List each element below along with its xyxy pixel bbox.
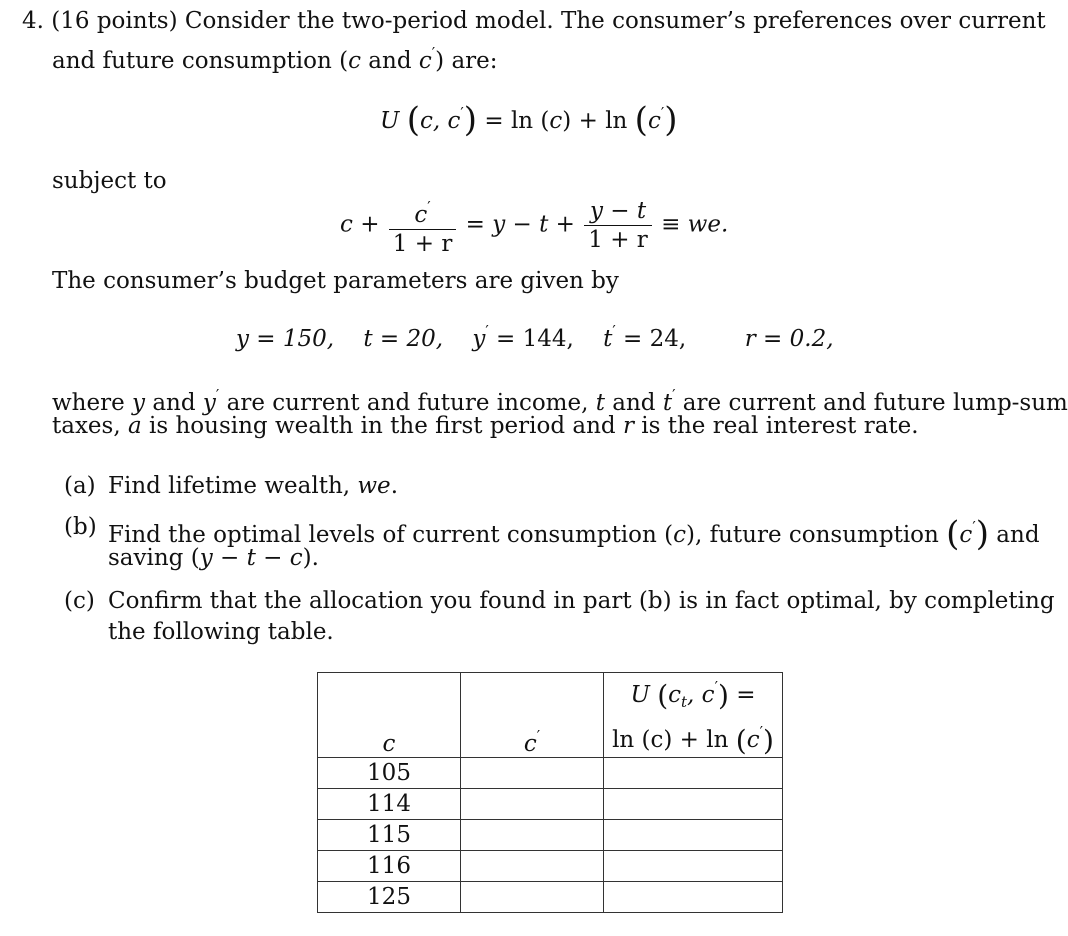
param-values <box>236 322 834 352</box>
table-cell-utility[interactable] <box>604 851 783 882</box>
header-u-args: $c_t$, c′ <box>668 678 718 711</box>
yp-val: = 144, <box>488 326 574 352</box>
header-u-line-2 <box>604 718 782 757</box>
table-cell-c: 105 <box>318 758 461 789</box>
header-c <box>318 673 461 758</box>
table-cell-c-prime[interactable] <box>461 789 604 820</box>
budget-equation <box>340 194 728 257</box>
header-utility <box>604 673 783 758</box>
table-cell-c-prime[interactable] <box>461 851 604 882</box>
def-var: r <box>622 413 634 439</box>
def-var: t′ <box>662 386 676 416</box>
var-c-prime: c′ <box>959 518 976 548</box>
plus-sign: + <box>578 108 598 134</box>
table-row <box>318 789 783 820</box>
question-intro-1: Consider the two-period model. The consumer’s preferences over current <box>184 8 1046 34</box>
header-u-line-1 <box>604 673 782 718</box>
part-b-label: (b) <box>64 514 97 540</box>
table-cell-c: 116 <box>318 851 461 882</box>
ln-1: ln <box>510 108 534 134</box>
question-points: (16 points) <box>51 8 178 34</box>
paren: ) <box>717 679 729 712</box>
frac-num: c′ <box>389 194 457 230</box>
table-row <box>318 820 783 851</box>
table-cell-utility[interactable] <box>604 789 783 820</box>
part-b-line-2 <box>108 543 319 573</box>
equals-sign: = <box>484 108 504 134</box>
var-c-prime: c′ <box>746 723 763 753</box>
param-t: t = 20, <box>363 326 444 352</box>
definitions-line-2 <box>52 411 919 441</box>
table-header-row <box>318 673 783 758</box>
def-var: a <box>127 413 142 439</box>
def-text: is the real interest rate. <box>633 413 919 439</box>
def-text: is housing wealth in the first period and <box>141 413 623 439</box>
table-cell-utility[interactable] <box>604 820 783 851</box>
def-var: y <box>132 390 146 416</box>
table-cell-c: 125 <box>318 882 461 913</box>
paren: ) <box>463 100 478 140</box>
part-b-text: ). <box>302 545 319 571</box>
def-text: taxes, <box>52 413 128 439</box>
part-a-text <box>108 471 398 501</box>
part-a-var: we <box>357 473 391 499</box>
part-a-body: Find lifetime wealth, <box>108 473 358 499</box>
budget-middle: = y − t + <box>465 211 575 238</box>
table-cell-c: 114 <box>318 789 461 820</box>
frac-den: 1 + r <box>588 227 648 253</box>
table-row <box>318 758 783 789</box>
intro-text-a: and future consumption ( <box>52 48 349 74</box>
param-t-prime: t′ = 24, <box>603 322 687 352</box>
var-c-prime: c′ <box>647 104 665 134</box>
param-y-prime: y′ = 144, <box>472 322 574 352</box>
frac-num: y − t <box>584 198 652 226</box>
budget-c: c <box>340 211 353 238</box>
table-cell-utility[interactable] <box>604 882 783 913</box>
completion-table <box>317 672 783 913</box>
table-cell-c-prime[interactable] <box>461 882 604 913</box>
table-cell-c-prime[interactable] <box>461 758 604 789</box>
paren: ( <box>735 724 747 757</box>
part-a-end: . <box>390 473 398 499</box>
param-r: r = 0.2, <box>744 326 834 352</box>
table-row <box>318 851 783 882</box>
part-b-text: and <box>996 522 1040 548</box>
plus-sign: + <box>360 211 380 238</box>
header-c-prime <box>461 673 604 758</box>
def-var-text: t <box>662 390 673 416</box>
paren: ) <box>762 724 774 757</box>
yp-var: y <box>472 326 486 352</box>
header-cp-text: c′ <box>523 727 541 757</box>
table-cell-c-prime[interactable] <box>461 820 604 851</box>
part-c-label: (c) <box>64 588 95 614</box>
def-var: t <box>595 390 605 416</box>
paren: ( <box>946 514 960 554</box>
question-line-1 <box>22 6 1046 36</box>
intro-text-c: ) are: <box>435 48 498 74</box>
utility-equation: U (c, c′) = ln (c) + ln (c′) <box>380 100 678 140</box>
part-b-text: ), future consumption <box>686 522 939 548</box>
def-text: and <box>604 390 663 416</box>
part-b-text: Find the optimal levels of current consumption ( <box>108 522 674 548</box>
paren: ) <box>664 100 678 140</box>
paren: ( <box>406 100 420 140</box>
question-number: 4. <box>22 8 44 34</box>
header-u-expr: ln (c) + ln <box>612 727 729 753</box>
def-text: and <box>145 390 203 416</box>
var-c: c <box>348 48 361 74</box>
tp-val: = 24, <box>615 326 687 352</box>
header-u-symbol: U <box>630 682 650 708</box>
paren: ( <box>634 100 648 140</box>
frac-num-text: c <box>414 202 428 228</box>
frac-den: 1 + r <box>392 231 453 257</box>
part-a-label: (a) <box>64 473 96 499</box>
var-c-prime: c′ <box>418 44 436 74</box>
part-b-expr: y − t − c <box>199 545 303 571</box>
table-row <box>318 882 783 913</box>
question-line-2 <box>52 38 498 76</box>
param-y: y = 150, <box>236 326 335 352</box>
utility-args: c, c′ <box>419 104 464 134</box>
intro-text-b: and <box>360 48 419 74</box>
part-b-text: saving ( <box>108 545 200 571</box>
header-u-equals: = <box>728 682 756 708</box>
utility-symbol: U <box>380 108 400 134</box>
paren: ( <box>657 679 669 712</box>
header-cp-var: c <box>523 731 537 757</box>
params-intro: The consumer’s budget parameters are given by <box>52 268 619 294</box>
table-cell-c: 115 <box>318 820 461 851</box>
var-c: c <box>673 522 686 548</box>
def-var-text: y <box>202 390 216 416</box>
def-var: y′ <box>202 386 220 416</box>
fraction-c-prime <box>389 194 457 257</box>
def-text: are current and future lump-sum <box>675 390 1068 416</box>
def-text: are current and future income, <box>219 390 596 416</box>
part-c-line-2: the following table. <box>108 619 334 645</box>
table-cell-utility[interactable] <box>604 758 783 789</box>
var-c: c <box>549 108 563 134</box>
paren: ) <box>975 514 989 554</box>
ln-2: ln <box>605 108 628 134</box>
tp-var: t <box>603 326 613 352</box>
part-c-line-1: Confirm that the allocation you found in part (b) is in fact optimal, by completing <box>108 588 1055 614</box>
constraint-label: subject to <box>52 168 167 194</box>
header-c-text: c <box>382 731 396 757</box>
fraction-y-prime <box>584 198 652 253</box>
def-text: where <box>52 390 133 416</box>
budget-rhs: ≡ we. <box>661 211 729 238</box>
